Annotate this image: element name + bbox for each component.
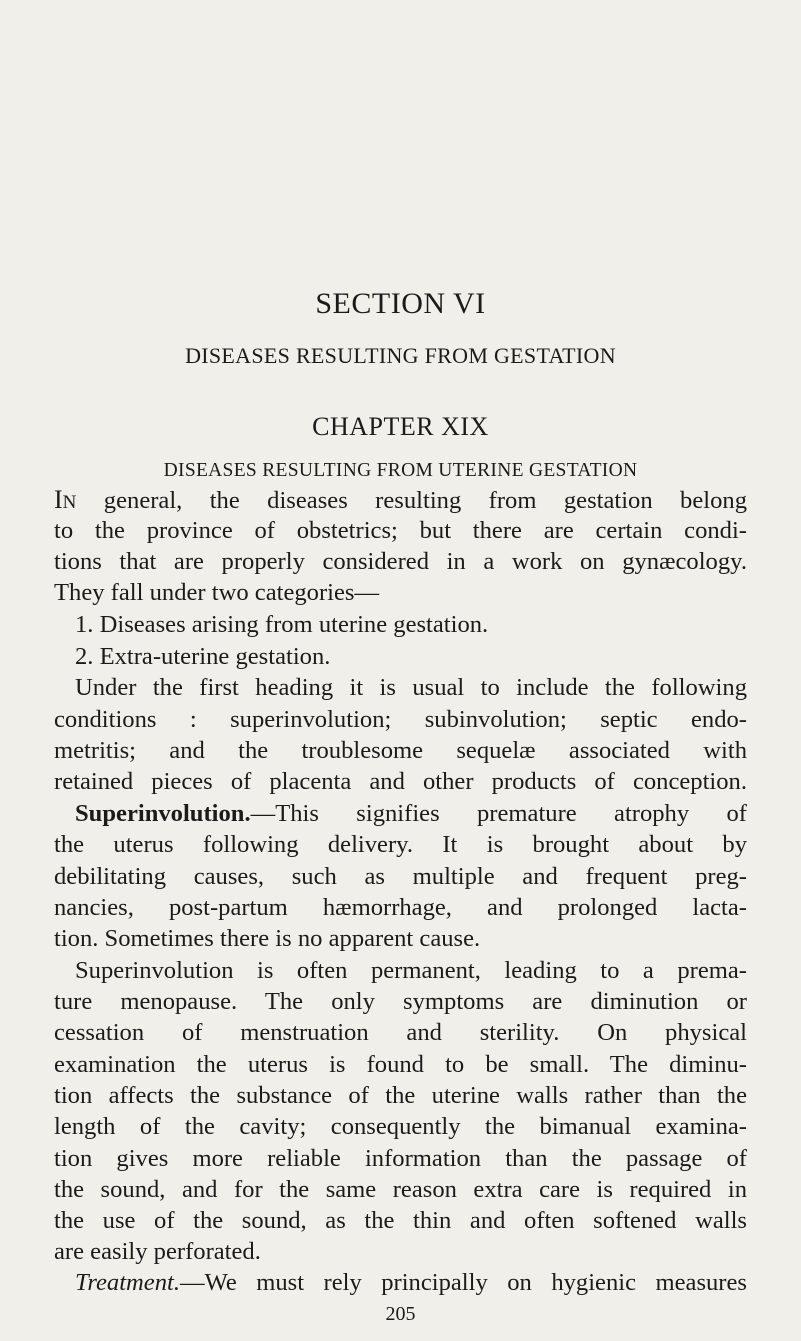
- page-number: 205: [385, 1303, 416, 1325]
- body-line: Superinvolution is often permanent, leading to a prema-: [75, 957, 747, 984]
- body-line: the use of the sound, as the thin and often softened walls: [54, 1207, 747, 1234]
- body-line: examination the uterus is found to be small. The diminu-: [54, 1051, 747, 1078]
- body-line: ture menopause. The only symptoms are diminution or: [54, 988, 747, 1015]
- section-title: SECTION VI: [315, 287, 486, 320]
- body-line: tion affects the substance of the uterine walls rather than the: [54, 1082, 747, 1109]
- section-subtitle: DISEASES RESULTING FROM GESTATION: [185, 343, 616, 368]
- body-line: metritis; and the troublesome sequelæ associated with: [54, 737, 747, 764]
- body-line: are easily perforated.: [54, 1238, 261, 1265]
- body-line: 1. Diseases arising from uterine gestation.: [75, 611, 489, 638]
- body-line: tions that are properly considered in a work on gynæcology.: [54, 548, 747, 575]
- run-in-heading: Superinvolution.: [75, 800, 251, 827]
- body-line: IN general, the diseases resulting from gestation belong: [54, 485, 747, 514]
- body-line: retained pieces of placenta and other products of conception.: [54, 768, 747, 795]
- body-line: tion gives more reliable information than the passage of: [54, 1145, 747, 1172]
- body-line: the sound, and for the same reason extra care is required in: [54, 1176, 747, 1203]
- body-line: Treatment.—We must rely principally on hygienic measures: [75, 1269, 747, 1296]
- body-line: Superinvolution.—This signifies premature atrophy of: [75, 800, 747, 827]
- body-line: to the province of obstetrics; but there are certain condi-: [54, 517, 747, 544]
- body-line: cessation of menstruation and sterility. On physical: [54, 1019, 747, 1046]
- chapter-subtitle: DISEASES RESULTING FROM UTERINE GESTATION: [163, 460, 638, 481]
- body-line: nancies, post-partum hæmorrhage, and prolonged lacta-: [54, 894, 747, 921]
- body-line: tion. Sometimes there is no apparent cause.: [54, 925, 481, 952]
- drop-initial: I: [54, 485, 63, 514]
- body-line: They fall under two categories—: [54, 579, 380, 606]
- body-line: the uterus following delivery. It is brought about by: [54, 831, 747, 858]
- body-line: 2. Extra-uterine gestation.: [75, 643, 331, 670]
- body-line: conditions : superinvolution; subinvolution; septic endo-: [54, 706, 747, 733]
- run-in-heading: Treatment.: [75, 1269, 180, 1296]
- chapter-title: CHAPTER XIX: [312, 412, 489, 441]
- body-line: length of the cavity; consequently the bimanual examina-: [54, 1113, 747, 1140]
- small-caps: N: [62, 492, 77, 513]
- body-line: Under the first heading it is usual to include the following: [75, 674, 747, 701]
- body-line: debilitating causes, such as multiple and frequent preg-: [54, 863, 747, 890]
